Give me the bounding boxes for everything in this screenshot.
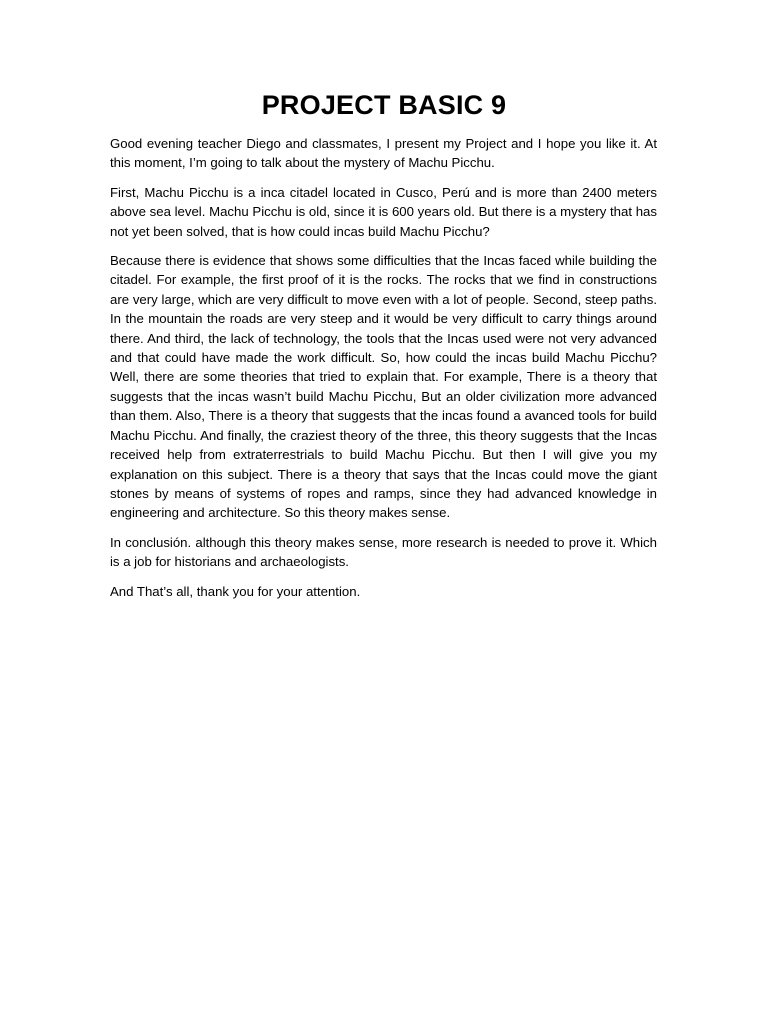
- paragraph-conclusion: In conclusión. although this theory makes sense, more research is needed to prove it. Which is a job for historians and archaeologists.: [110, 534, 657, 570]
- document-title: PROJECT BASIC 9: [261, 90, 507, 120]
- paragraph-introduction: First, Machu Picchu is a inca citadel located in Cusco, Perú and is more than 2400 meters above sea level. Machu Picchu is old, since it is 600 years old. But there is a mystery that has not yet been solved, that is how could incas build Machu Picchu?: [110, 184, 657, 239]
- paragraph-closing: And That’s all, thank you for your attention.: [110, 583, 361, 599]
- paragraph-greeting: Good evening teacher Diego and classmates, I present my Project and I hope you like it. At this moment, I’m going to talk about the mystery of Machu Picchu.: [110, 136, 657, 171]
- document-body: [110, 134, 657, 611]
- paragraph-evidence: Because there is evidence that shows some difficulties that the Incas faced while building the citadel. For example, the first proof of it is the rocks. The rocks that we find in constructions are very large, which are very difficult to move even with a lot of people. Second, steep paths. In the mountain the roads are very steep and it would be very difficult to carry things around there. And third, the lack of technology, the tools that the Incas used were not very advanced and that could have made the work difficult. So, how could the incas build Machu Picchu? Well, there are some theories that tried to explain that. For example, There is a theory that suggests that the incas wasn’t build Machu Picchu, But an older civilization more advanced than them. Also, There is a theory that suggests that the incas found a avanced tools for build Machu Picchu. And finally, the craziest theory of the three, this theory suggests that the Incas received help from extraterrestrials to build Machu Picchu. But then I will give you my explanation on this subject. There is a theory that says that the Incas could move the giant stones by means of systems of ropes and ramps, since they had advanced knowledge in engineering and architecture. So this theory makes sense.: [110, 253, 657, 521]
